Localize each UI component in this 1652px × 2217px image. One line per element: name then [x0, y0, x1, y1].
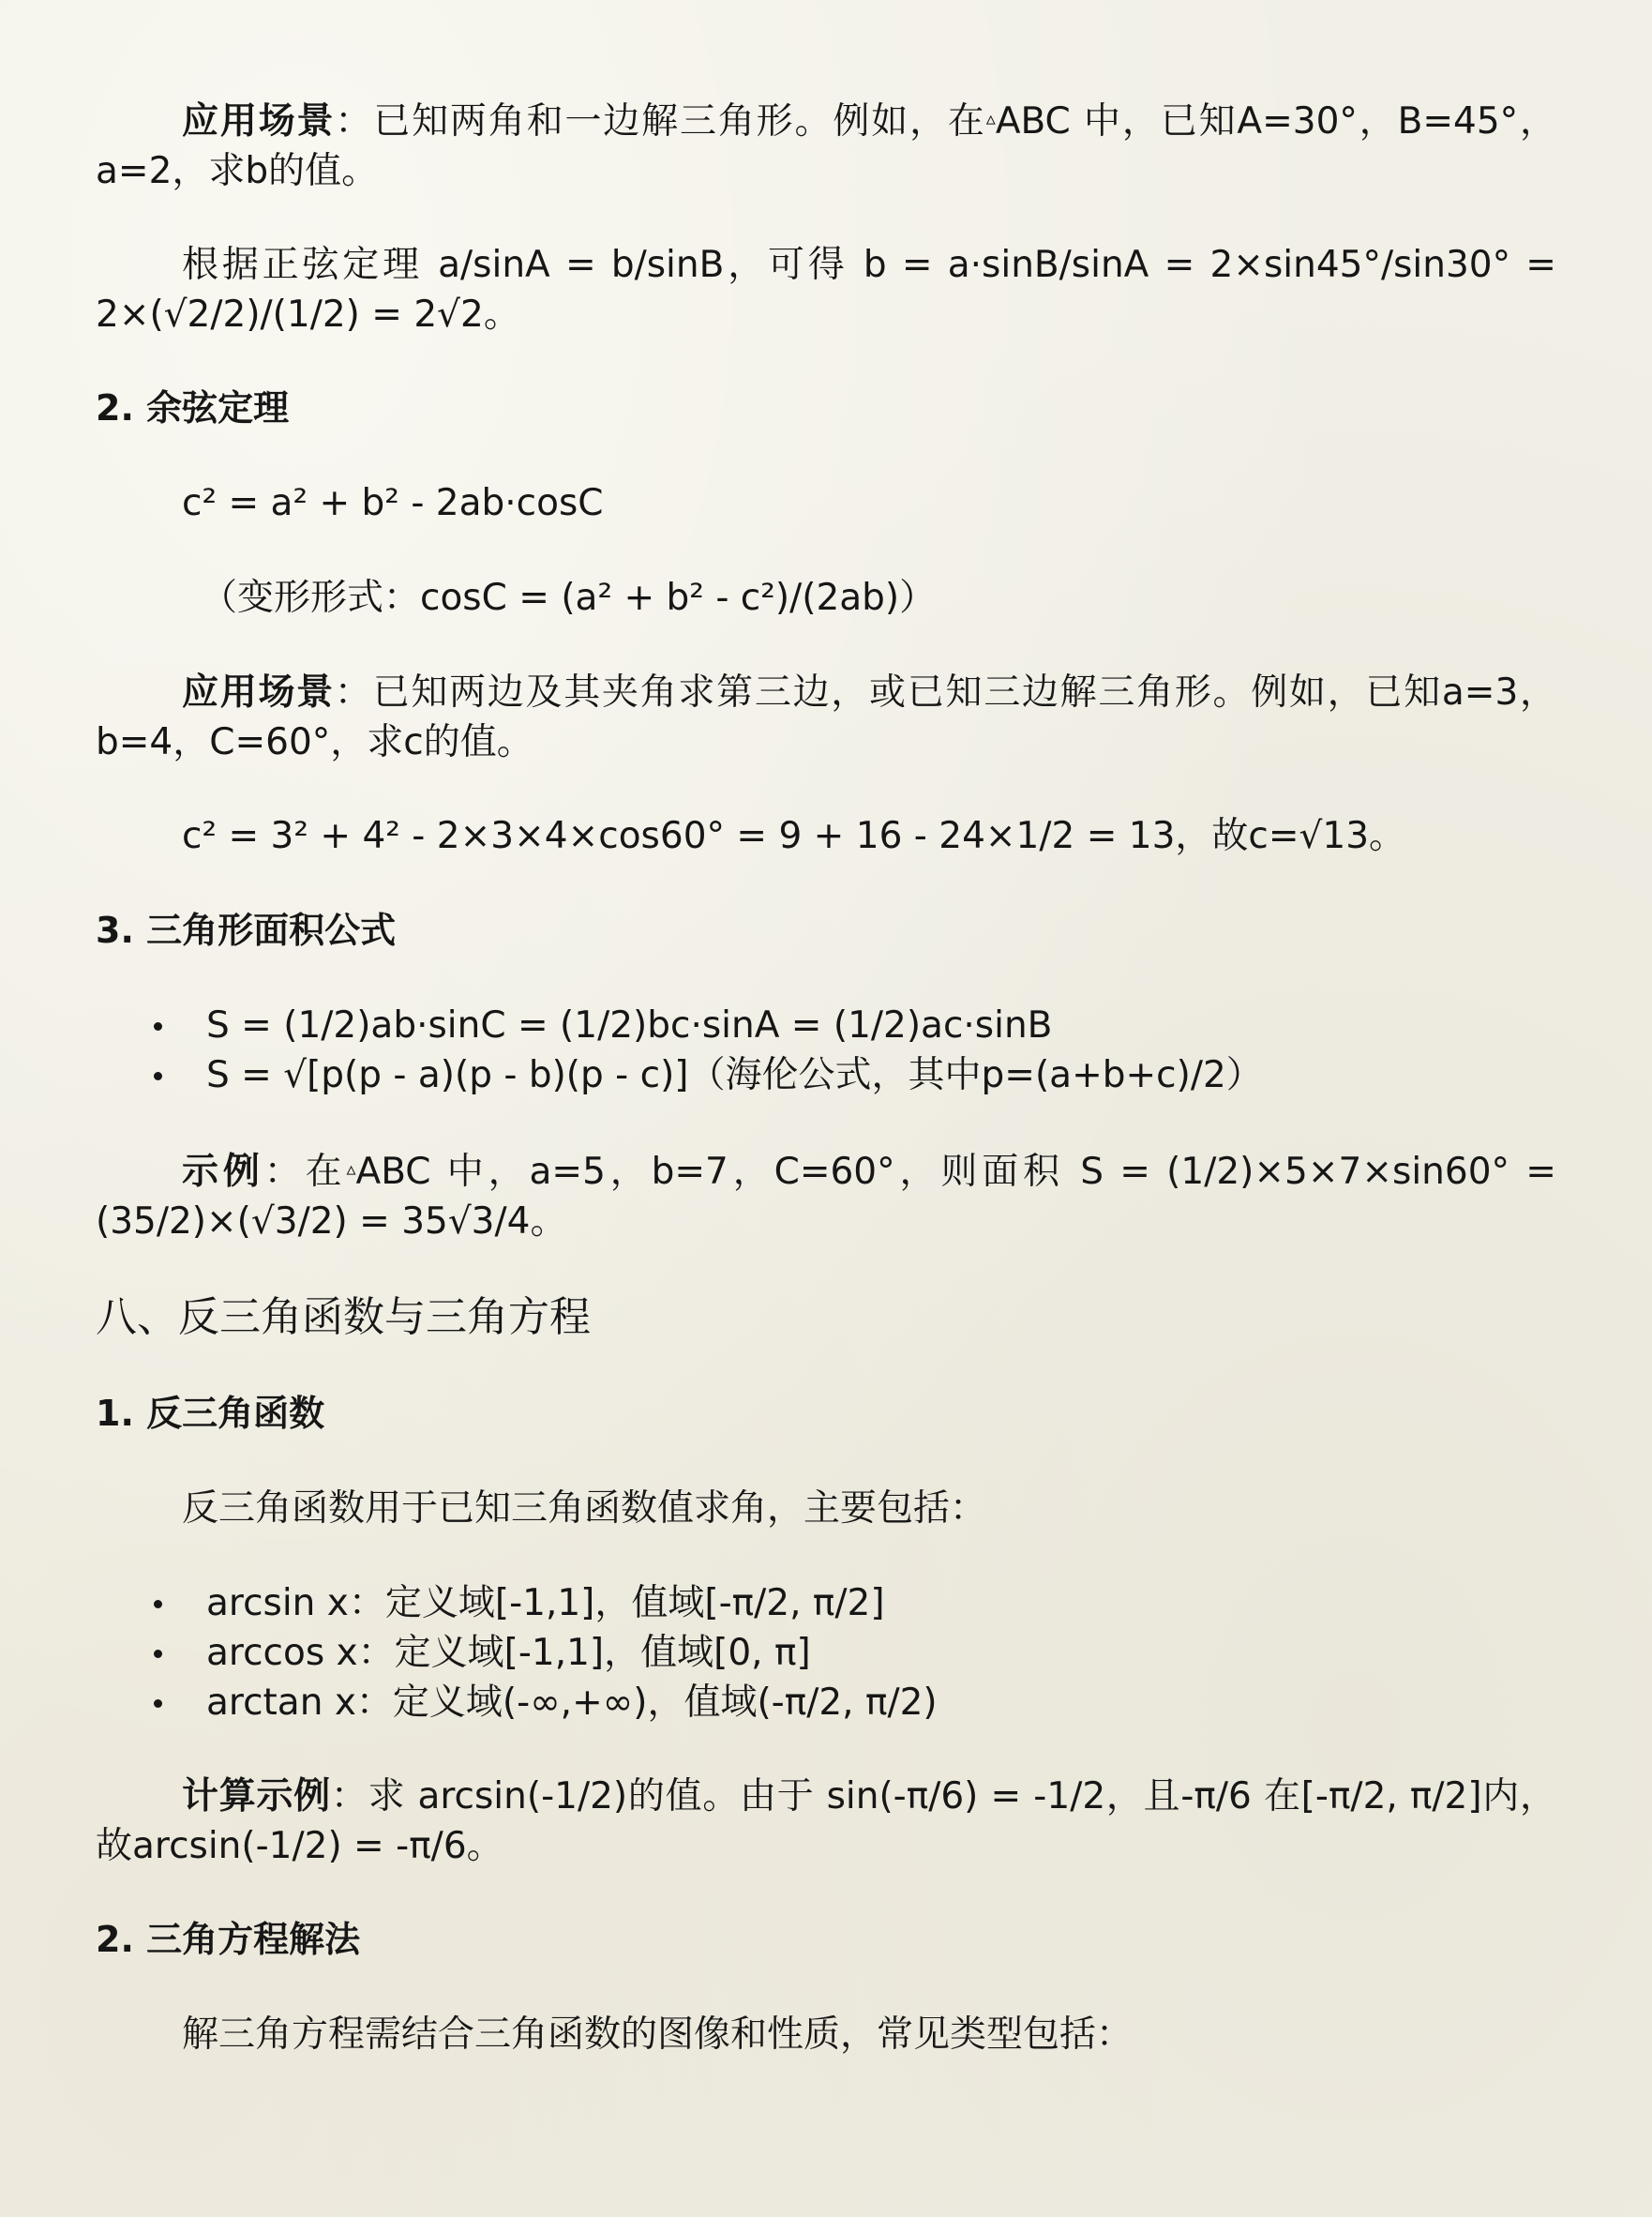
bold-label: 示例	[182, 1151, 264, 1193]
paragraph-area-example	[96, 1144, 1556, 1246]
bold-label: 应用场景	[182, 671, 335, 714]
area-formula-list	[96, 1001, 1556, 1100]
paragraph-inverse-trig-intro: 反三角函数用于已知三角函数值求角，主要包括：	[182, 1487, 987, 1530]
bold-label: 应用场景	[182, 100, 336, 143]
paragraph-trig-equations-intro: 解三角方程需结合三角函数的图像和性质，常见类型包括：	[182, 2013, 1134, 2056]
inverse-trig-list	[96, 1578, 1556, 1727]
bullet-icon	[154, 1650, 162, 1658]
paragraph-text: ：已知两边及其夹角求第三边，或已知三边解三角形。例如，已知a=3，b=4，C=60°，求c的值。	[96, 671, 1556, 763]
section-title-inverse-trig: 八、反三角函数与三角方程	[96, 1293, 591, 1341]
paragraph-application-scenario-sine	[96, 94, 1556, 196]
list-item: arctan x：定义域(-∞,+∞)，值域(-π/2, π/2)	[96, 1678, 1556, 1727]
list-item: S = √[p(p - a)(p - b)(p - c)]（海伦公式，其中p=(a+b+c)/2）	[96, 1050, 1556, 1100]
bold-label: 计算示例	[182, 1775, 331, 1817]
bullet-icon	[154, 1699, 162, 1708]
paragraph-text: ABC 中，已知A=30°，B=45°，a=2，求b的值。	[96, 100, 1556, 192]
paragraph-calculation-example	[96, 1772, 1556, 1871]
list-item: arcsin x：定义域[-1,1]，值域[-π/2, π/2]	[96, 1578, 1556, 1628]
paragraph-text: ：在	[263, 1151, 347, 1193]
formula-law-of-cosines: c² = a² + b² - 2ab·cosC	[182, 482, 604, 524]
formula-cosine-example: c² = 3² + 4² - 2×3×4×cos60° = 9 + 16 - 24×1/2 = 13，故c=√13。	[182, 815, 1406, 857]
heading-triangle-area: 3. 三角形面积公式	[96, 910, 397, 951]
heading-inverse-trig-functions: 1. 反三角函数	[96, 1393, 325, 1434]
heading-law-of-cosines: 2. 余弦定理	[96, 387, 290, 429]
triangle-symbol: ▵	[985, 107, 996, 129]
paragraph-text: ：求 arcsin(-1/2)的值。由于 sin(-π/6) = -1/2，且-π/6 在[-π/2, π/2]内，故arcsin(-1/2) = -π/6。	[96, 1775, 1556, 1867]
bullet-icon	[154, 1072, 162, 1080]
triangle-symbol: ▵	[346, 1157, 356, 1180]
paragraph-text: ：已知两角和一边解三角形。例如，在	[335, 100, 986, 143]
paragraph-sine-law-solution: 根据正弦定理 a/sinA = b/sinB，可得 b = a·sinB/sinA = 2×sin45°/sin30° = 2×(√2/2)/(1/2) = 2√2。	[96, 244, 1556, 336]
paragraph-text: ABC 中，a=5，b=7，C=60°，则面积 S = (1/2)×5×7×sin60° = (35/2)×(√3/2) = 35√3/4。	[96, 1151, 1556, 1243]
bullet-icon	[154, 1600, 162, 1608]
bullet-icon	[154, 1022, 162, 1031]
heading-trig-equations: 2. 三角方程解法	[96, 1919, 361, 1960]
paragraph-application-scenario-cosine	[96, 668, 1556, 767]
list-item: S = (1/2)ab·sinC = (1/2)bc·sinA = (1/2)ac·sinB	[96, 1001, 1556, 1050]
list-item: arccos x：定义域[-1,1]，值域[0, π]	[96, 1628, 1556, 1678]
formula-cosine-variant: （变形形式：cosC = (a² + b² - c²)/(2ab)）	[201, 577, 937, 619]
